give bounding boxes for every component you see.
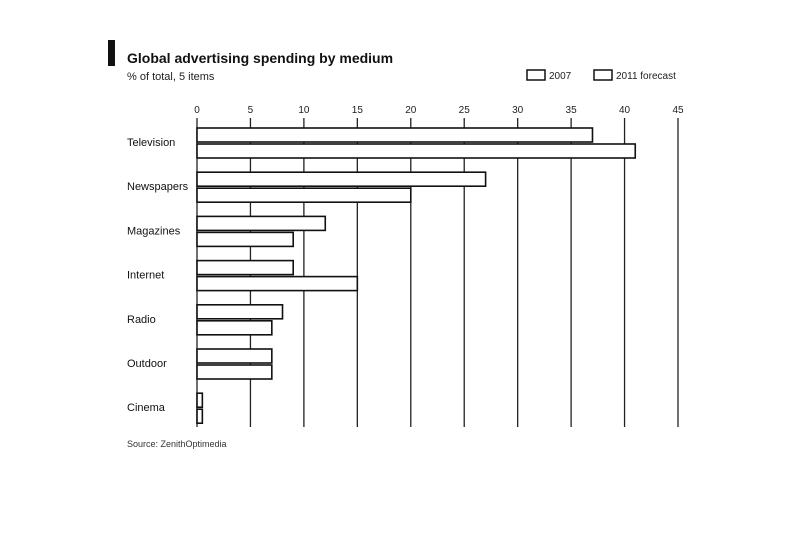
source-note: Source: ZenithOptimedia	[127, 439, 227, 449]
category-label-cinema: Cinema	[127, 402, 165, 415]
category-label-magazines: Magazines	[127, 225, 181, 238]
tick-label-15: 15	[351, 105, 363, 116]
bar-radio-2011-forecast	[197, 321, 272, 335]
bar-cinema-2007	[197, 393, 202, 407]
tick-label-10: 10	[298, 105, 310, 116]
bar-newspapers-2007	[197, 172, 486, 186]
bar-cinema-2011-forecast	[197, 409, 202, 423]
bar-newspapers-2011-forecast	[197, 188, 411, 202]
legend-label-2011-forecast: 2011 forecast	[616, 71, 676, 82]
bar-magazines-2007	[197, 216, 325, 230]
category-label-internet: Internet	[127, 269, 165, 282]
bar-magazines-2011-forecast	[197, 232, 293, 246]
bars	[197, 128, 635, 423]
legend	[527, 70, 676, 82]
bar-outdoor-2007	[197, 349, 272, 363]
category-label-television: Television	[127, 137, 176, 149]
bar-television-2011-forecast	[197, 144, 635, 158]
category-label-newspapers: Newspapers	[127, 181, 189, 194]
tick-label-30: 30	[512, 105, 524, 116]
bar-outdoor-2011-forecast	[197, 365, 272, 379]
legend-label-2007: 2007	[549, 71, 572, 82]
x-axis-ticks	[194, 105, 684, 116]
tick-label-25: 25	[458, 105, 470, 116]
category-label-radio: Radio	[127, 313, 156, 326]
category-label-outdoor: Outdoor	[127, 358, 167, 370]
bar-television-2007	[197, 128, 592, 142]
tick-label-45: 45	[672, 105, 684, 116]
chart-subtitle: % of total, 5 items	[127, 71, 215, 83]
legend-swatch-2007	[527, 70, 545, 80]
bar-radio-2007	[197, 305, 283, 319]
tick-label-35: 35	[565, 105, 577, 116]
chart-title: Global advertising spending by medium	[127, 50, 394, 66]
category-labels	[127, 137, 189, 414]
bar-internet-2007	[197, 261, 293, 275]
tick-label-0: 0	[194, 105, 200, 116]
tick-label-40: 40	[618, 105, 631, 116]
title-marker	[108, 40, 115, 66]
legend-swatch-2011-forecast	[594, 70, 612, 80]
bar-internet-2011-forecast	[197, 277, 357, 291]
tick-label-20: 20	[405, 105, 417, 116]
tick-label-5: 5	[247, 105, 254, 116]
